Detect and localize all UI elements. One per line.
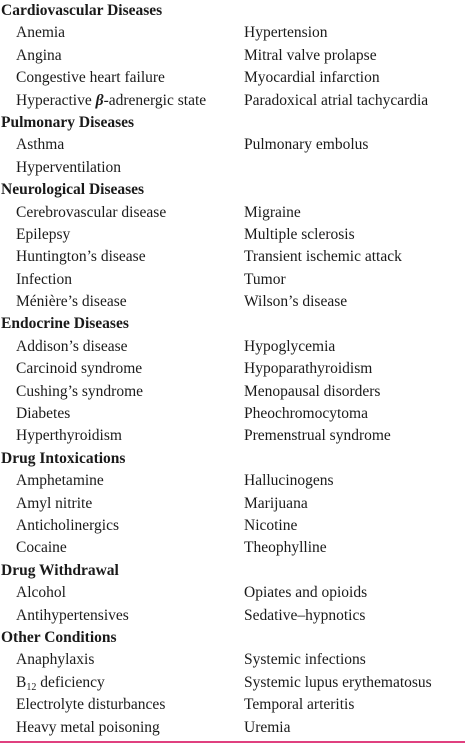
section-heading [0,112,465,134]
condition-right: Nicotine [244,516,298,534]
table-row [0,672,465,694]
condition-right: Tumor [244,270,286,288]
section-heading [0,313,465,335]
bottom-rule [0,741,465,743]
section-heading-text: Endocrine Diseases [1,315,129,333]
condition-text-part: -adrenergic state [103,91,207,109]
condition-right: Hallucinogens [244,472,334,490]
condition-left: Epilepsy [16,225,71,243]
table-row [0,157,465,179]
condition-right: Multiple sclerosis [244,225,355,243]
condition-right: Marijuana [244,494,308,512]
table-row [0,269,465,291]
section-heading [0,179,465,201]
condition-right: Sedative–hypnotics [244,606,366,624]
table-row [0,537,465,559]
condition-right: Transient ischemic attack [244,248,402,266]
condition-right: Myocardial infarction [244,69,380,87]
condition-left: Angina [16,46,62,64]
table-row [0,694,465,716]
condition-right: Opiates and opioids [244,584,368,602]
condition-left: Cerebrovascular disease [16,203,167,221]
condition-left: Infection [16,270,72,288]
condition-right: Mitral valve prolapse [244,46,377,64]
table-row [0,224,465,246]
condition-right: Hypoparathyroidism [244,360,373,378]
condition-right: Hypoglycemia [244,337,336,355]
condition-right: Uremia [244,718,291,736]
condition-right: Theophylline [244,539,327,557]
section-heading-text: Neurological Diseases [1,181,145,199]
condition-left: Amyl nitrite [16,494,93,512]
condition-text-part: deficiency [36,673,105,691]
condition-right: Hypertension [244,24,328,42]
condition-left: Electrolyte disturbances [16,696,166,714]
condition-right: Temporal arteritis [244,696,355,714]
condition-left: Asthma [16,136,65,154]
table-row [0,90,465,112]
condition-left: Anaphylaxis [16,651,95,669]
table-row [0,45,465,67]
table-row [0,358,465,380]
condition-left: Diabetes [16,405,71,423]
table-row [0,605,465,627]
condition-text-part: B [16,673,27,691]
condition-right: Systemic infections [244,651,366,669]
condition-left: Cocaine [16,539,67,557]
beta-symbol: β [95,91,104,109]
table-row [0,291,465,313]
section-heading [0,560,465,582]
table-row [0,470,465,492]
section-heading-text: Drug Withdrawal [1,561,119,579]
condition-left: Cushing’s syndrome [16,382,144,400]
condition-right: Wilson’s disease [244,293,348,311]
condition-left: Addison’s disease [16,337,128,355]
condition-text-part: Hyperactive [16,91,96,109]
table-row [0,134,465,156]
condition-right: Premenstrual syndrome [244,427,391,445]
table-row [0,717,465,739]
condition-right: Menopausal disorders [244,382,381,400]
table-row [0,493,465,515]
table-row [0,246,465,268]
table-row [0,403,465,425]
subscript: 12 [26,681,37,693]
section-heading-text: Other Conditions [1,628,117,646]
condition-right: Pheochromocytoma [244,405,368,423]
section-heading [0,0,465,22]
condition-left: Hyperventilation [16,158,122,176]
condition-left [16,90,206,112]
condition-left: Antihypertensives [16,606,129,624]
table-row [0,582,465,604]
table-row [0,202,465,224]
condition-left: Carcinoid syndrome [16,360,143,378]
condition-left: Hyperthyroidism [16,427,122,445]
section-heading [0,448,465,470]
condition-left: Amphetamine [16,472,104,490]
table-row [0,381,465,403]
table-row [0,336,465,358]
section-heading-text: Cardiovascular Diseases [1,2,163,19]
section-heading-text: Pulmonary Diseases [1,113,135,131]
condition-left: Ménière’s disease [16,293,127,311]
condition-left [16,672,105,696]
table-row [0,649,465,671]
condition-right: Migraine [244,203,301,221]
table-row [0,67,465,89]
condition-left: Alcohol [16,584,66,602]
condition-right: Paradoxical atrial tachycardia [244,91,429,109]
condition-left: Anemia [16,24,66,42]
section-heading-text: Drug Intoxications [1,449,126,467]
table-row [0,515,465,537]
table-row [0,22,465,44]
condition-right: Pulmonary embolus [244,136,369,154]
condition-right: Systemic lupus erythematosus [244,673,432,691]
section-heading [0,627,465,649]
condition-left: Congestive heart failure [16,69,165,87]
condition-left: Huntington’s disease [16,248,146,266]
table-row [0,425,465,447]
condition-left: Anticholinergics [16,516,120,534]
condition-left: Heavy metal poisoning [16,718,160,736]
